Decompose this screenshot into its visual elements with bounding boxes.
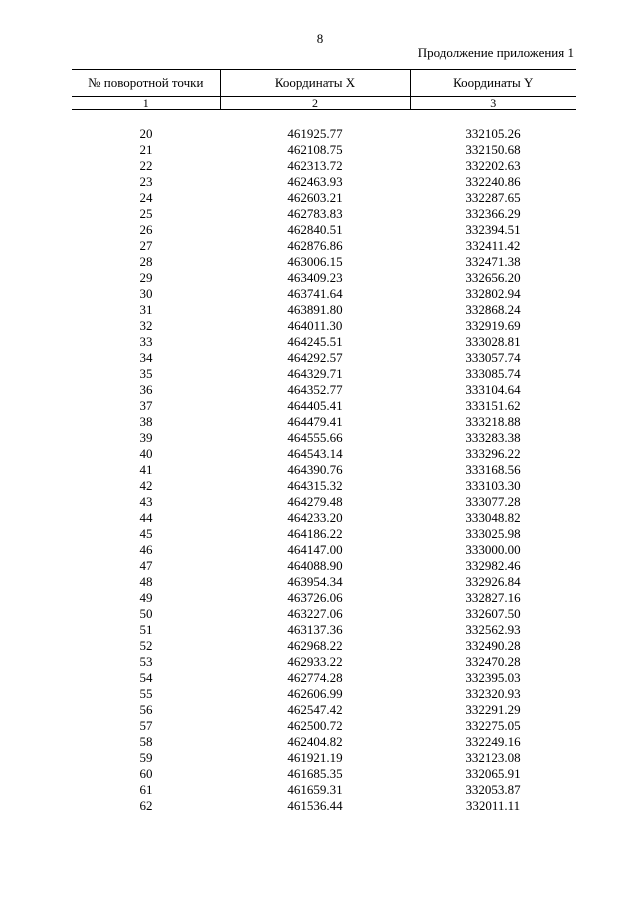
- point-number-cell: 45: [139, 526, 153, 541]
- point-number-cell: 25: [139, 206, 153, 221]
- point-number-cell: 52: [139, 638, 153, 653]
- point-number-cell: 43: [139, 494, 153, 509]
- point-number-cell: 47: [139, 558, 153, 573]
- y-coordinate-cell: 332150.68: [465, 142, 521, 157]
- table-row: [72, 366, 576, 382]
- y-coordinate-cell: 332656.20: [465, 270, 521, 285]
- x-coordinate-cell: 462876.86: [287, 238, 343, 253]
- x-coordinate-cell: 464405.41: [287, 398, 343, 413]
- point-number-cell: 36: [139, 382, 153, 397]
- table-row: [72, 174, 576, 190]
- x-coordinate-cell: 464292.57: [287, 350, 343, 365]
- point-number-cell: 37: [139, 398, 153, 413]
- x-coordinate-cell: 462840.51: [287, 222, 343, 237]
- column-number-row: [72, 97, 576, 110]
- header-x: Координаты X: [220, 70, 410, 97]
- table-row: [72, 590, 576, 606]
- column-number: 2: [220, 97, 410, 110]
- table-row: [72, 430, 576, 446]
- x-coordinate-cell: 463891.80: [287, 302, 343, 317]
- point-number-cell: 53: [139, 654, 153, 669]
- x-coordinate-cell: 463137.36: [287, 622, 343, 637]
- x-coordinate-cell: 464315.32: [287, 478, 343, 493]
- table-row: [72, 254, 576, 270]
- x-coordinate-cell: 461659.31: [287, 782, 343, 797]
- point-number-cell: 20: [139, 126, 153, 141]
- point-number-cell: 41: [139, 462, 153, 477]
- y-coordinate-cell: 332868.24: [465, 302, 521, 317]
- spacer-row: [72, 110, 576, 127]
- x-coordinate-cell: 463006.15: [287, 254, 343, 269]
- point-number-cell: 46: [139, 542, 153, 557]
- point-number-cell: 24: [139, 190, 153, 205]
- table-row: [72, 494, 576, 510]
- column-number: 1: [72, 97, 220, 110]
- table-row: [72, 158, 576, 174]
- coordinates-table: [72, 69, 576, 814]
- table-row: [72, 750, 576, 766]
- x-coordinate-cell: 462774.28: [287, 670, 343, 685]
- y-coordinate-cell: 332411.42: [465, 238, 521, 253]
- x-coordinate-cell: 462968.22: [287, 638, 343, 653]
- spacer-cell: [72, 110, 576, 127]
- table-row: [72, 478, 576, 494]
- table-row: [72, 318, 576, 334]
- header-y: Координаты Y: [410, 70, 576, 97]
- y-coordinate-cell: 332802.94: [465, 286, 521, 301]
- point-number-cell: 51: [139, 622, 153, 637]
- x-coordinate-cell: 462463.93: [287, 174, 343, 189]
- point-number-cell: 23: [139, 174, 153, 189]
- x-coordinate-cell: 464329.71: [287, 366, 343, 381]
- point-number-cell: 39: [139, 430, 153, 445]
- table-row: [72, 558, 576, 574]
- x-coordinate-cell: 464245.51: [287, 334, 343, 349]
- point-number-cell: 58: [139, 734, 153, 749]
- x-coordinate-cell: 464147.00: [287, 542, 343, 557]
- point-number-cell: 56: [139, 702, 153, 717]
- x-coordinate-cell: 462404.82: [287, 734, 343, 749]
- table-row: [72, 670, 576, 686]
- y-coordinate-cell: 332470.28: [465, 654, 521, 669]
- point-number-cell: 48: [139, 574, 153, 589]
- x-coordinate-cell: 464088.90: [287, 558, 343, 573]
- table-row: [72, 654, 576, 670]
- header-point: № поворотной точки: [72, 70, 220, 97]
- point-number-cell: 30: [139, 286, 153, 301]
- table-row: [72, 734, 576, 750]
- y-coordinate-cell: 332291.29: [465, 702, 521, 717]
- x-coordinate-cell: 462603.21: [287, 190, 343, 205]
- table-row: [72, 238, 576, 254]
- table-row: [72, 286, 576, 302]
- y-coordinate-cell: 332926.84: [465, 574, 521, 589]
- x-coordinate-cell: 462313.72: [287, 158, 343, 173]
- point-number-cell: 49: [139, 590, 153, 605]
- y-coordinate-cell: 333085.74: [465, 366, 521, 381]
- table-row: [72, 206, 576, 222]
- point-number-cell: 61: [139, 782, 153, 797]
- point-number-cell: 26: [139, 222, 153, 237]
- y-coordinate-cell: 333025.98: [465, 526, 521, 541]
- table-row: [72, 638, 576, 654]
- point-number-cell: 27: [139, 238, 153, 253]
- y-coordinate-cell: 333000.00: [465, 542, 521, 557]
- point-number-cell: 34: [139, 350, 153, 365]
- y-coordinate-cell: 332607.50: [465, 606, 521, 621]
- x-coordinate-cell: 461685.35: [287, 766, 343, 781]
- table-row: [72, 574, 576, 590]
- y-coordinate-cell: 332320.93: [465, 686, 521, 701]
- x-coordinate-cell: 463227.06: [287, 606, 343, 621]
- table-row: [72, 302, 576, 318]
- table-row: [72, 718, 576, 734]
- x-coordinate-cell: 464479.41: [287, 414, 343, 429]
- x-coordinate-cell: 462108.75: [287, 142, 343, 157]
- table-row: [72, 622, 576, 638]
- y-coordinate-cell: 333283.38: [465, 430, 521, 445]
- table-row: [72, 702, 576, 718]
- x-coordinate-cell: 464186.22: [287, 526, 343, 541]
- table-row: [72, 526, 576, 542]
- continuation-label: Продолжение приложения 1: [417, 45, 574, 60]
- table-row: [72, 126, 576, 142]
- table-row: [72, 190, 576, 206]
- y-coordinate-cell: 332287.65: [465, 190, 521, 205]
- y-coordinate-cell: 332366.29: [465, 206, 521, 221]
- table-body: [72, 110, 576, 815]
- point-number-cell: 35: [139, 366, 153, 381]
- point-number-cell: 21: [139, 142, 153, 157]
- point-number-cell: 32: [139, 318, 153, 333]
- x-coordinate-cell: 463726.06: [287, 590, 343, 605]
- x-coordinate-cell: 464352.77: [287, 382, 343, 397]
- x-coordinate-cell: 462783.83: [287, 206, 343, 221]
- table-row: [72, 446, 576, 462]
- table-header: [72, 70, 576, 110]
- table-row: [72, 142, 576, 158]
- table-row: [72, 766, 576, 782]
- y-coordinate-cell: 332395.03: [465, 670, 521, 685]
- y-coordinate-cell: 332562.93: [465, 622, 521, 637]
- y-coordinate-cell: 332919.69: [465, 318, 521, 333]
- x-coordinate-cell: 461925.77: [287, 126, 343, 141]
- x-coordinate-cell: 464390.76: [287, 462, 343, 477]
- point-number-cell: 59: [139, 750, 153, 765]
- point-number-cell: 31: [139, 302, 153, 317]
- x-coordinate-cell: 462500.72: [287, 718, 343, 733]
- point-number-cell: 44: [139, 510, 153, 525]
- table-row: [72, 462, 576, 478]
- y-coordinate-cell: 332471.38: [465, 254, 521, 269]
- point-number-cell: 38: [139, 414, 153, 429]
- x-coordinate-cell: 464543.14: [287, 446, 343, 461]
- point-number-cell: 28: [139, 254, 153, 269]
- point-number-cell: 57: [139, 718, 153, 733]
- x-coordinate-cell: 462547.42: [287, 702, 343, 717]
- point-number-cell: 60: [139, 766, 153, 781]
- x-coordinate-cell: 464279.48: [287, 494, 343, 509]
- y-coordinate-cell: 333048.82: [465, 510, 521, 525]
- y-coordinate-cell: 333218.88: [465, 414, 521, 429]
- y-coordinate-cell: 333296.22: [465, 446, 521, 461]
- point-number-cell: 33: [139, 334, 153, 349]
- x-coordinate-cell: 464011.30: [287, 318, 343, 333]
- y-coordinate-cell: 332249.16: [465, 734, 521, 749]
- y-coordinate-cell: 333077.28: [465, 494, 521, 509]
- table-row: [72, 334, 576, 350]
- y-coordinate-cell: 332011.11: [465, 798, 521, 813]
- y-coordinate-cell: 333057.74: [465, 350, 521, 365]
- y-coordinate-cell: 332490.28: [465, 638, 521, 653]
- y-coordinate-cell: 333168.56: [465, 462, 521, 477]
- y-coordinate-cell: 332982.46: [465, 558, 521, 573]
- y-coordinate-cell: 332065.91: [465, 766, 521, 781]
- table-row: [72, 414, 576, 430]
- x-coordinate-cell: 462933.22: [287, 654, 343, 669]
- point-number-cell: 54: [139, 670, 153, 685]
- y-coordinate-cell: 333028.81: [465, 334, 521, 349]
- x-coordinate-cell: 462606.99: [287, 686, 343, 701]
- y-coordinate-cell: 332394.51: [465, 222, 521, 237]
- y-coordinate-cell: 332123.08: [465, 750, 521, 765]
- page-number: 8: [316, 31, 324, 46]
- table-row: [72, 510, 576, 526]
- y-coordinate-cell: 332202.63: [465, 158, 521, 173]
- y-coordinate-cell: 333104.64: [465, 382, 521, 397]
- y-coordinate-cell: 333103.30: [465, 478, 521, 493]
- y-coordinate-cell: 332053.87: [465, 782, 521, 797]
- x-coordinate-cell: 463409.23: [287, 270, 343, 285]
- table-row: [72, 542, 576, 558]
- y-coordinate-cell: 332275.05: [465, 718, 521, 733]
- y-coordinate-cell: 332827.16: [465, 590, 521, 605]
- x-coordinate-cell: 461921.19: [287, 750, 343, 765]
- header-row: [72, 70, 576, 97]
- x-coordinate-cell: 461536.44: [287, 798, 343, 813]
- point-number-cell: 22: [139, 158, 153, 173]
- y-coordinate-cell: 332240.86: [465, 174, 521, 189]
- table-row: [72, 686, 576, 702]
- point-number-cell: 62: [139, 798, 153, 813]
- table-row: [72, 222, 576, 238]
- x-coordinate-cell: 463741.64: [287, 286, 343, 301]
- point-number-cell: 42: [139, 478, 153, 493]
- column-number: 3: [410, 97, 576, 110]
- point-number-cell: 55: [139, 686, 153, 701]
- table-row: [72, 398, 576, 414]
- point-number-cell: 29: [139, 270, 153, 285]
- table-row: [72, 798, 576, 814]
- table-row: [72, 270, 576, 286]
- x-coordinate-cell: 464233.20: [287, 510, 343, 525]
- point-number-cell: 40: [139, 446, 153, 461]
- point-number-cell: 50: [139, 606, 153, 621]
- table-row: [72, 350, 576, 366]
- y-coordinate-cell: 333151.62: [465, 398, 521, 413]
- x-coordinate-cell: 463954.34: [287, 574, 343, 589]
- y-coordinate-cell: 332105.26: [465, 126, 521, 141]
- table-row: [72, 382, 576, 398]
- table-row: [72, 782, 576, 798]
- table-row: [72, 606, 576, 622]
- x-coordinate-cell: 464555.66: [287, 430, 343, 445]
